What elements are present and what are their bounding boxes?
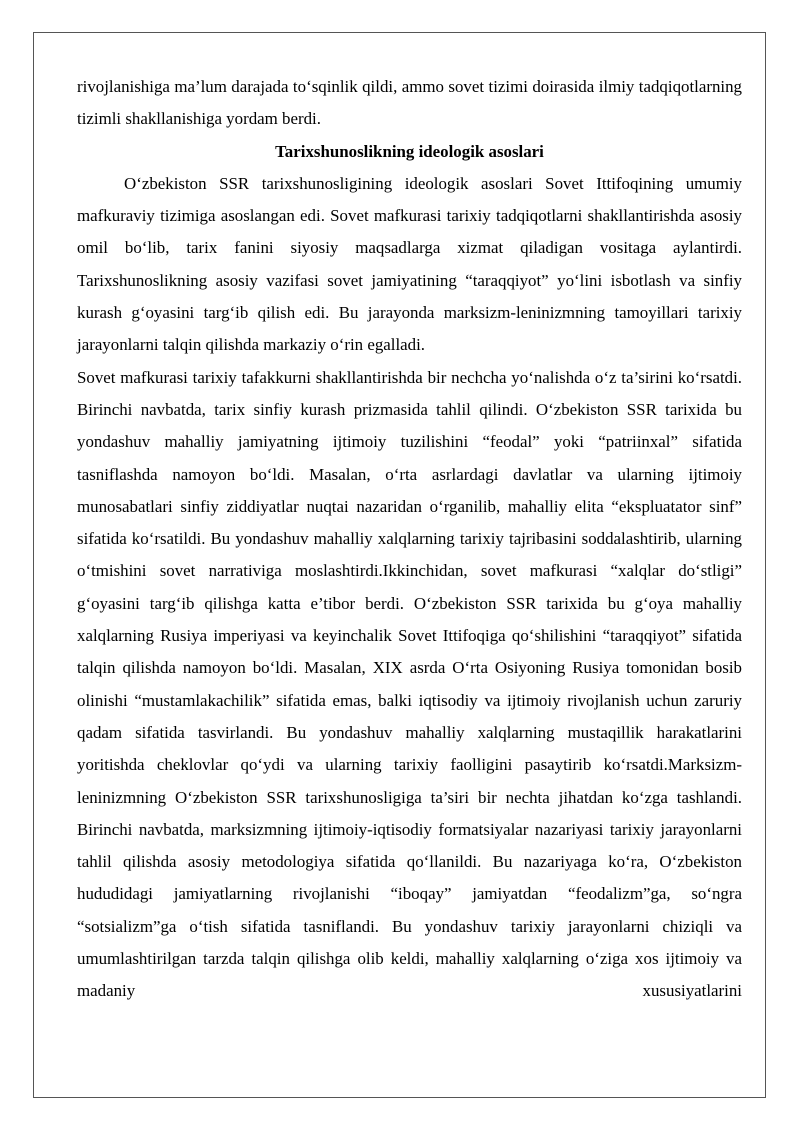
- paragraph-2: Sovet mafkurasi tarixiy tafakkurni shakllantirishda bir nechcha yo‘nalishda o‘z ta’sirini ko‘rsatdi. Birinchi navbatda, tarix sinfiy kurash prizmasida tahlil qilindi. O‘zbekiston SSR tarixida bu yondashuv mahalliy jamiyatning ijtimoiy tuzilishini “feodal” yoki “patriinxal” sifatida tasniflashda namoyon bo‘ldi. Masalan, o‘rta asrlardagi davlatlar va ularning ijtimoiy munosabatlari sinfiy ziddiyatlar nuqtai nazaridan o‘rganilib, mahalliy elita “ekspluatator sinf” sifatida ko‘rsatildi. Bu yondashuv mahalliy xalqlarning tarixiy tajribasini soddalashtirib, ularning o‘tmishini sovet narrativiga moslashtirdi.Ikkinchidan, sovet mafkurasi “xalqlar do‘stligi” g‘oyasini targ‘ib qilishga katta e’tibor berdi. O‘zbekiston SSR tarixida bu g‘oya mahalliy xalqlarning Rusiya imperiyasi va keyinchalik Sovet Ittifoqiga qo‘shilishini “taraqqiyot” sifatida talqin qilishda namoyon bo‘ldi. Masalan, XIX asrda O‘rta Osiyoning Rusiya tomonidan bosib olinishi “mustamlakachilik” sifatida emas, balki iqtisodiy va ijtimoiy rivojlanish uchun zaruriy qadam sifatida tasvirlandi. Bu yondashuv mahalliy xalqlarning mustaqillik harakatlarini yoritishda cheklovlar qo‘ydi va ularning tarixiy faolligini pasaytirib ko‘rsatdi.Marksizm-leninizmning O‘zbekiston SSR tarixshunosligiga ta’siri bir nechta jihatdan ko‘zga tashlandi. Birinchi navbatda, marksizmning ijtimoiy-iqtisodiy formatsiyalar nazariyasi tarixiy jarayonlarni tahlil qilishda asosiy metodologiya sifatida qo‘llanildi. Bu nazariyaga ko‘ra, O‘zbekiston hududidagi jamiyatlarning rivojlanishi “iboqay” jamiyatdan “feodalizm”ga, so‘ngra “sotsializm”ga o‘tish sifatida tasniflandi. Bu yondashuv tarixiy jarayonlarni chiziqli va umumlashtirilgan tarzda talqin qilishga olib keldi, mahalliy xalqlarning o‘ziga xos ijtimoiy va madaniy xususiyatlarini: [77, 367, 742, 1001]
- intro-paragraph: rivojlanishiga ma’lum darajada to‘sqinlik qildi, ammo sovet tizimi doirasida ilmiy tadqiqotlarning tizimli shakllanishiga yordam berdi.: [77, 77, 742, 129]
- document-body: [77, 71, 742, 1008]
- paragraph-1: O‘zbekiston SSR tarixshunosligining ideologik asoslari Sovet Ittifoqining umumiy mafkuraviy tizimiga asoslangan edi. Sovet mafkurasi tarixiy tadqiqotlarni shakllantirishda asosiy omil bo‘lib, tarix fanini siyosiy maqsadlarga xizmat qiladigan vositaga aylantirdi. Tarixshunoslikning asosiy vazifasi sovet jamiyatining “taraqqiyot” yo‘lini isbotlash va sinfiy kurash g‘oyasini targ‘ib qilish edi. Bu jarayonda marksizm-leninizmning tamoyillari tarixiy jarayonlarni talqin qilishda markaziy o‘rin egalladi.: [77, 173, 742, 355]
- section-heading: Tarixshunoslikning ideologik asoslari: [275, 141, 544, 161]
